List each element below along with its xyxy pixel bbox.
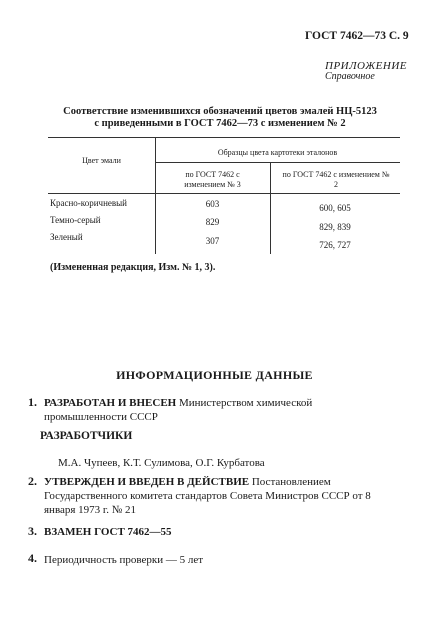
- table-row-1-a: 603: [205, 199, 220, 209]
- item-1-text: [44, 396, 384, 424]
- table-row-2-a: 829: [205, 217, 220, 227]
- developers-names: М.А. Чупеев, К.Т. Сулимова, О.Г. Курбатова: [58, 457, 265, 469]
- appendix-subtitle: Справочное: [325, 71, 375, 82]
- table-caption-line1: Соответствие изменившихся обозначений цветов эмалей НЦ-5123: [63, 106, 377, 117]
- table-caption-line2: с приведенными в ГОСТ 7462—73 с изменением № 2: [94, 118, 346, 129]
- table-row-2-name: Темно-серый: [50, 215, 101, 225]
- item-2-body: Постановлением Государственного комитета стандартов Совета Министров СССР от 8 января 1973 г. № 21: [44, 476, 371, 516]
- table-header-group: Образцы цвета картотеки эталонов: [217, 148, 338, 157]
- table-row-1-b: 600, 605: [319, 203, 351, 213]
- item-1-bold: РАЗРАБОТАН И ВНЕСЕН: [44, 397, 177, 409]
- item-4-number: 4.: [28, 551, 37, 565]
- table-header-color: Цвет эмали: [82, 156, 121, 165]
- page-header: ГОСТ 7462—73 С. 9: [305, 30, 409, 42]
- table-row-3-b: 726, 727: [319, 240, 351, 250]
- table-row-3-name: Зеленый: [50, 232, 83, 242]
- item-1-number: 1.: [28, 395, 37, 409]
- info-section-title: ИНФОРМАЦИОННЫЕ ДАННЫЕ: [116, 368, 313, 382]
- appendix-title: ПРИЛОЖЕНИЕ: [325, 60, 407, 72]
- developers-label: РАЗРАБОТЧИКИ: [40, 430, 133, 442]
- table-top-rule: [48, 137, 400, 138]
- table-header-col-a: по ГОСТ 7462 с изменением № 3: [184, 170, 241, 189]
- table-row-3-a: 307: [205, 236, 220, 246]
- revision-note: (Измененная редакция, Изм. № 1, 3).: [50, 262, 216, 273]
- item-1-body: Министерством химической промышленности СССР: [44, 397, 313, 423]
- item-3-number: 3.: [28, 524, 37, 538]
- table-header-col-b: по ГОСТ 7462 с изменением № 2: [282, 170, 390, 189]
- table-group-rule: [155, 162, 400, 163]
- table-row-2-b: 829, 839: [319, 222, 351, 232]
- table-header-rule: [48, 193, 400, 194]
- item-2-bold: УТВЕРЖДЕН И ВВЕДЕН В ДЕЙСТВИЕ: [44, 476, 250, 488]
- table-row-1-name: Красно-коричневый: [50, 198, 127, 208]
- item-3-text: ВЗАМЕН ГОСТ 7462—55: [44, 526, 172, 538]
- item-2-number: 2.: [28, 474, 37, 488]
- item-2-text: [44, 475, 386, 517]
- item-4-text: Периодичность проверки — 5 лет: [44, 554, 204, 566]
